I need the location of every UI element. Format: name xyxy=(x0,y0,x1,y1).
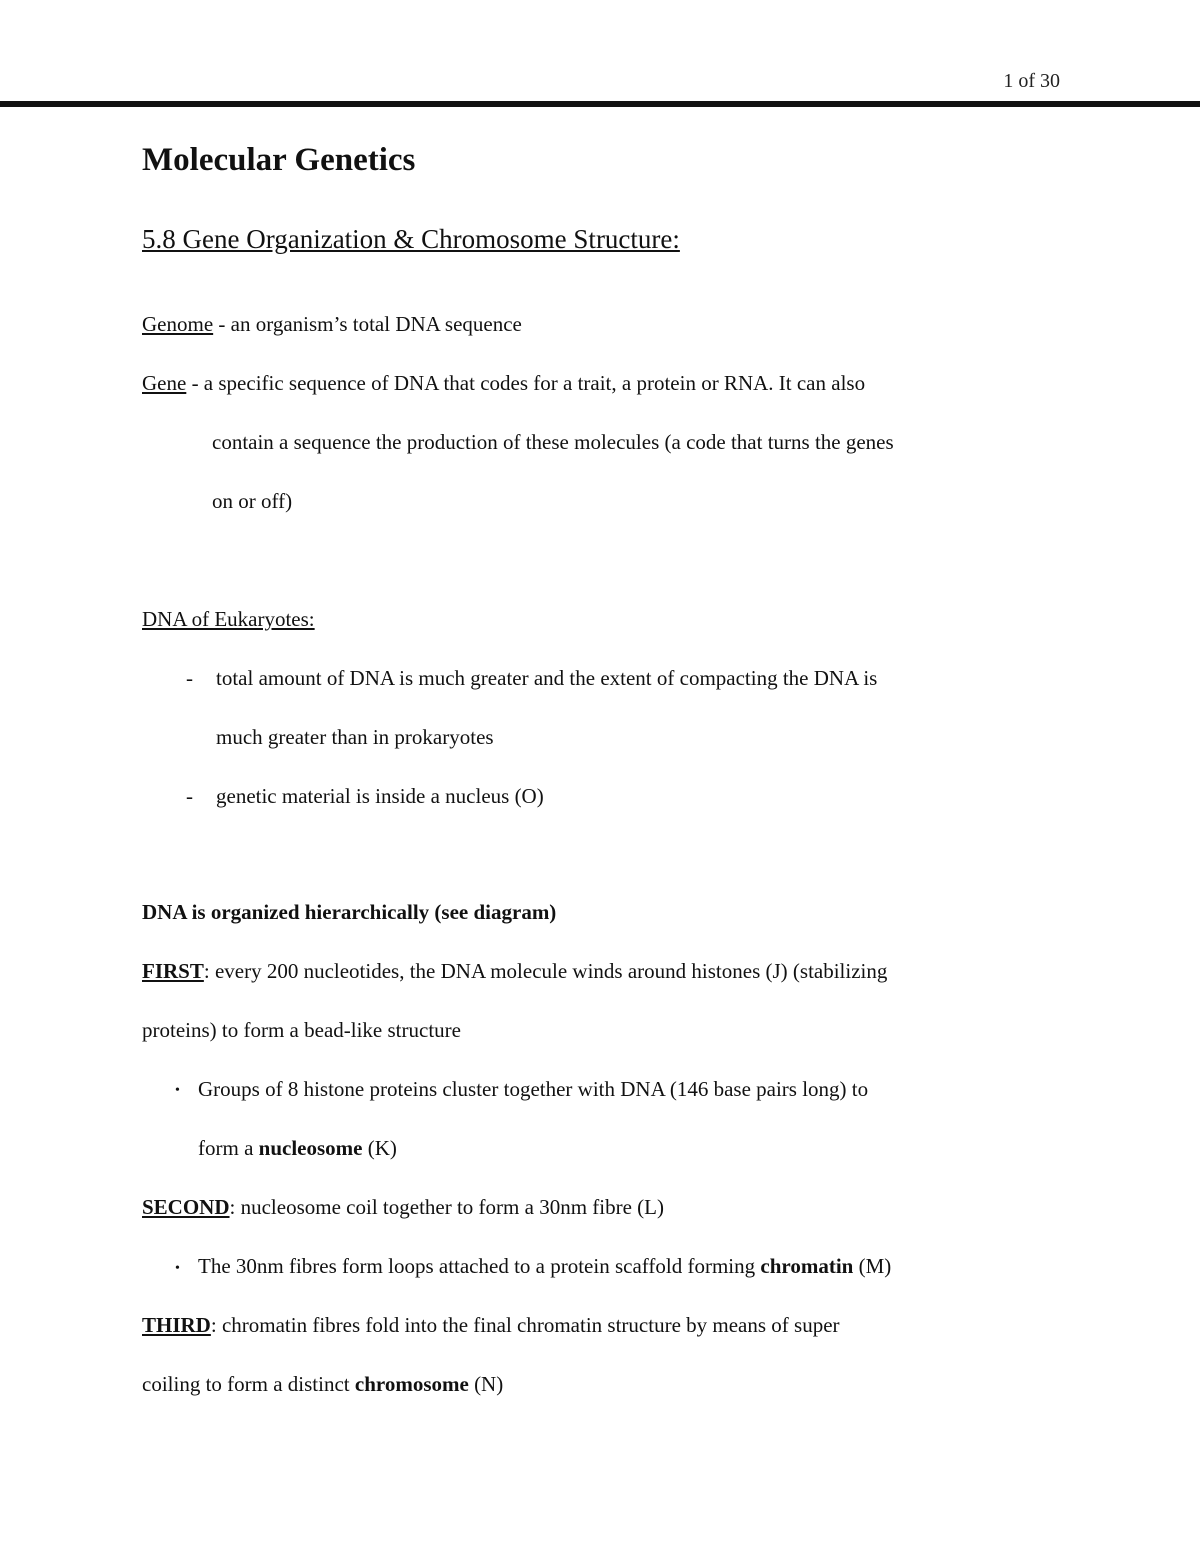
third-label: THIRD xyxy=(142,1313,211,1337)
page-number: 1 of 30 xyxy=(1003,70,1060,92)
document-title: Molecular Genetics xyxy=(142,142,416,178)
second-bullet-text: The 30nm fibres form loops attached to a protein scaffold forming xyxy=(198,1254,761,1278)
third-suffix: (N) xyxy=(468,1372,504,1396)
first-bullet-line2 xyxy=(198,1136,397,1161)
gene-text-line1: - a specific sequence of DNA that codes for a trait, a protein or RNA. It can also xyxy=(186,371,866,395)
second-text-line1: : nucleosome coil together to form a 30nm fibre (L) xyxy=(229,1195,664,1219)
bullet-marker: • xyxy=(175,1261,180,1276)
first-bullet-line1: Groups of 8 histone proteins cluster together with DNA (146 base pairs long) to xyxy=(198,1077,869,1101)
third-text-line2 xyxy=(142,1372,503,1397)
eukaryote-item-1-line2: much greater than in prokaryotes xyxy=(216,725,494,749)
chromatin-term: chromatin xyxy=(760,1254,854,1278)
section-heading: 5.8 Gene Organization & Chromosome Structure: xyxy=(142,224,680,254)
dash-marker: - xyxy=(186,666,193,690)
third-text-line1: : chromatin fibres fold into the final chromatin structure by means of super xyxy=(210,1313,840,1337)
third-step xyxy=(142,1313,840,1338)
gene-term: Gene xyxy=(142,371,187,395)
nucleosome-term: nucleosome xyxy=(258,1136,363,1160)
header-rule xyxy=(0,101,1200,107)
gene-text-line2: contain a sequence the production of these molecules (a code that turns the genes xyxy=(212,430,894,454)
first-bullet-suffix: (K) xyxy=(362,1136,397,1160)
eukaryotes-heading: DNA of Eukaryotes: xyxy=(142,607,315,631)
gene-text-line3: on or off) xyxy=(212,489,293,513)
genome-text: - an organism’s total DNA sequence xyxy=(213,312,522,336)
dash-marker: - xyxy=(186,784,193,808)
second-label: SECOND xyxy=(142,1195,230,1219)
bullet-marker: • xyxy=(175,1083,180,1098)
hierarchy-heading: DNA is organized hierarchically (see diagram) xyxy=(142,900,557,924)
second-bullet xyxy=(198,1254,891,1279)
second-bullet-suffix: (M) xyxy=(853,1254,892,1278)
chromosome-term: chromosome xyxy=(354,1372,469,1396)
genome-definition xyxy=(142,312,522,337)
gene-definition xyxy=(142,371,865,396)
second-step xyxy=(142,1195,664,1220)
first-bullet-text: form a xyxy=(198,1136,259,1160)
genome-term: Genome xyxy=(142,312,214,336)
first-step xyxy=(142,959,887,984)
first-text-line2: proteins) to form a bead-like structure xyxy=(142,1018,461,1042)
third-text: coiling to form a distinct xyxy=(142,1372,355,1396)
first-text-line1: : every 200 nucleotides, the DNA molecule winds around histones (J) (stabilizing xyxy=(203,959,888,983)
eukaryote-item-2: genetic material is inside a nucleus (O) xyxy=(216,784,544,808)
eukaryote-item-1-line1: total amount of DNA is much greater and the extent of compacting the DNA is xyxy=(216,666,878,690)
first-label: FIRST xyxy=(142,959,204,983)
